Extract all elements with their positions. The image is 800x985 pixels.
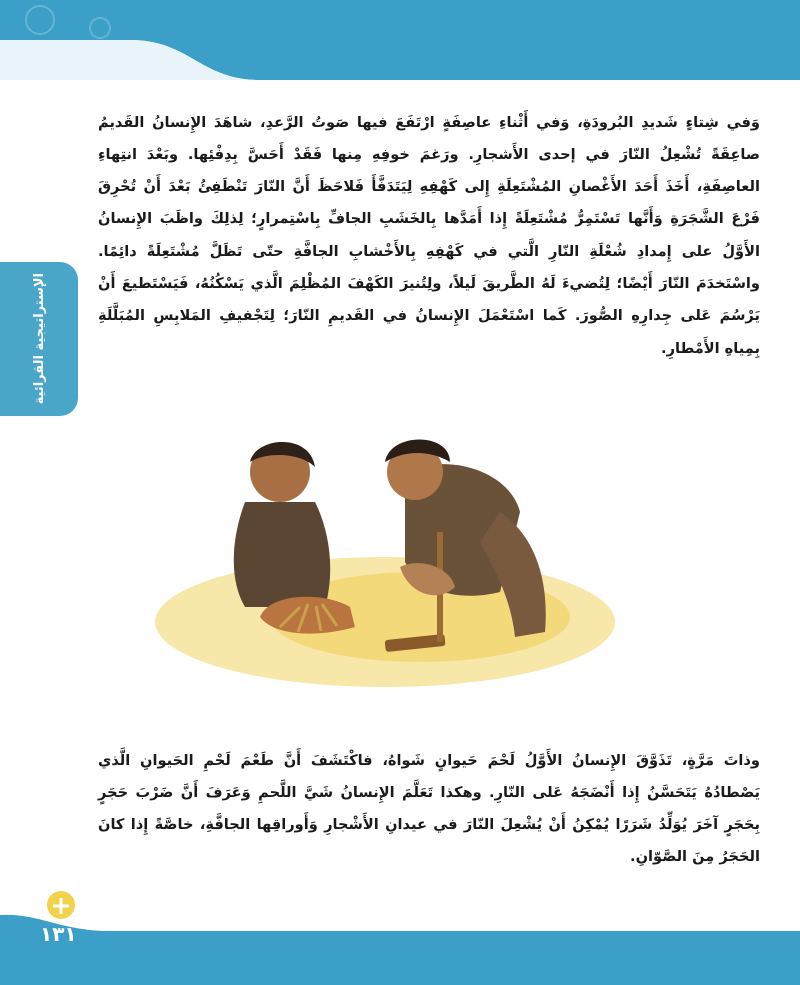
page-number: ١٣١ [40, 922, 77, 946]
bottom-decorative-band [0, 905, 800, 985]
story-paragraph-1: وَفي شِتاءٍ شَديدِ البُرودَةِ، وَفي أَثْناءِ عاصِفَةٍ ارْتَفَعَ فيها صَوتُ الرَّعدِ، شاهَدَ الإِنسانُ القَديمُ صاعِقَةً تُشْعِلُ النّارَ في إحدى الأَشجارِ. ورَغمَ خوفِهِ مِنها فَقَدْ أَحَسَّ بِدِفْئِها. وبَعْدَ انتِهاءِ العاصِفَةِ، أَخَذَ أَحَدَ الأَغْصانِ المُشْتَعِلَةِ إِلى كَهْفِهِ لِيَتَدَفَّأَ فَلاحَظَ أَنَّ النّارَ تَنْطَفِئُ بَعْدَ أَنْ تُحْرِقَ فَرْعَ الشَّجَرَةِ وَأَنَّها تَسْتَمِرُّ مُشْتَعِلَةً إِذا أَمَدَّها بِالخَشَبِ الجافِّ بِاسْتِمرارٍ؛ لِذلِكَ واظَبَ الإِنسانُ الأَوَّلُ على إِمدادِ شُعْلَةِ النّارِ الَّتي في كَهْفِهِ بِالأَخْشابِ الجافَّةِ حتّى تَظَلَّ مُشْتَعِلَةً دائِمًا. واسْتَخدَمَ النّارَ أَيْضًا؛ لِتُضيءَ لَهُ الطَّريقَ لَيلاً، ولِتُنيرَ الكَهْفَ المُظْلِمَ الَّذي يَسْكُنُهُ، فَيَسْتَطيعَ أَنْ يَرْسُمَ عَلى جِدارِهِ الصُّورَ. كَما اسْتَعْمَلَ الإِنسانُ في القَديمِ النّارَ؛ لِتَجْفيفِ المَلابِسِ المُبَلَّلَةِ بِمِياهِ الأَمْطارِ. [98, 113, 760, 357]
publisher-logo-icon [44, 888, 78, 922]
top-decorative-band [0, 0, 800, 80]
strategy-side-tab[interactable] [0, 262, 78, 416]
story-paragraph-2: وذاتَ مَرَّةٍ، تَذَوَّقَ الإِنسانُ الأَوَّلُ لَحْمَ حَيوانٍ شَواهُ، فاكْتَشَفَ أَنَّ طَعْمَ لَحْمِ الحَيوانِ الَّذي يَصْطادُهُ يَتَحَسَّنُ إِذا أَنْضَجَهُ عَلى النّارِ. وهكذا تَعَلَّمَ الإِنسانُ شَيَّ اللَّحمِ وَعَرَفَ أَنَّ ضَرْبَ حَجَرٍ بِحَجَرٍ آخَرَ يُوَلِّدُ شَرَرًا يُمْكِنُ أَنْ يُشْعِلَ النّارَ في عيدانِ الأَشْجارِ وَأَوراقِها الجافَّةِ، خاصَّةً إِذا كانَ الحَجَرُ مِنَ الصَّوّانِ. [98, 751, 760, 866]
side-tab-label: الإستراتيجية القرائية [31, 273, 47, 405]
cavemen-making-fire-illustration [150, 392, 620, 692]
